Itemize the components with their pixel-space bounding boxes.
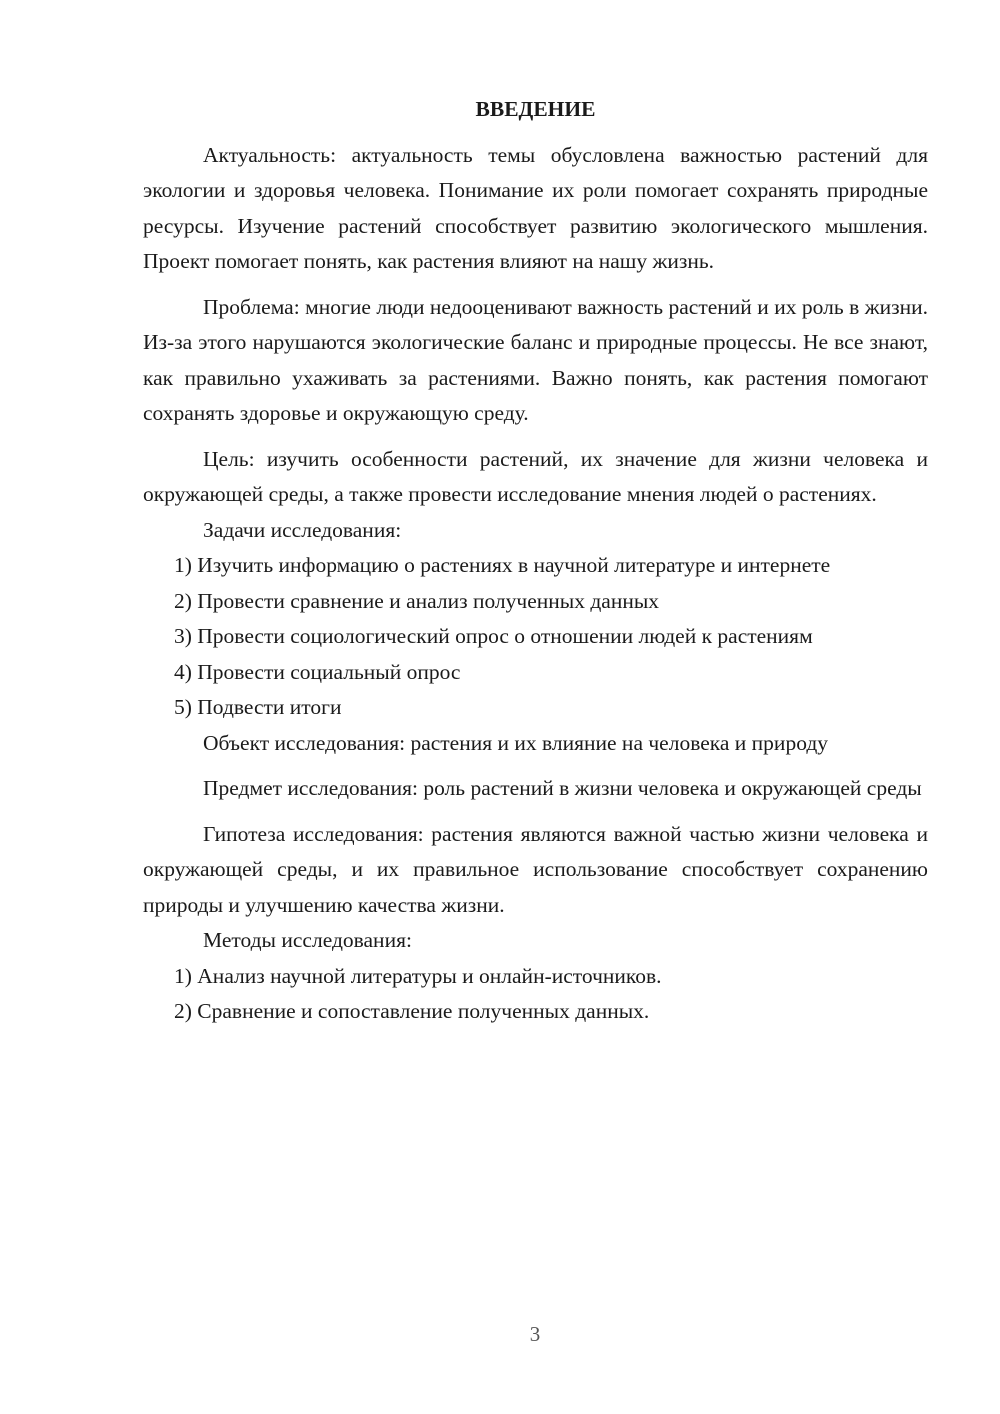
task-item-4: 4) Провести социальный опрос [174,659,461,684]
page-number: 3 [529,1322,541,1346]
task-item-5: 5) Подвести итоги [174,695,342,719]
problem-paragraph: Проблема: многие люди недооценивают важность растений и их роль в жизни. Из-за этого нарушаются экологические баланс и природные процессы. Не все знают, как правильно ухаживать за растениями. Важно понять, как растения помогают сохранять здоровье и окружающую среду. [143,294,928,425]
relevance-paragraph: Актуальность: актуальность темы обусловлена важностью растений для экологии и здоровья человека. Понимание их роли помогает сохранять природные ресурсы. Изучение растений способствует развитию экологического мышления. Проект помогает понять, как растения влияют на нашу жизнь. [143,142,928,273]
method-item-2: 2) Сравнение и сопоставление полученных данных. [174,999,650,1023]
methods-heading: Методы исследования: [203,928,412,952]
section-title: ВВЕДЕНИЕ [475,97,596,121]
subject-paragraph: Предмет исследования: роль растений в жизни человека и окружающей среды [203,776,922,800]
tasks-heading: Задачи исследования: [203,517,402,542]
task-item-1: 1) Изучить информацию о растениях в научной литературе и интернете [174,553,831,577]
goal-paragraph: Цель: изучить особенности растений, их значение для жизни человека и окружающей среды, а также провести исследование мнения людей о растениях. [143,446,928,506]
document-page [143,92,928,1030]
hypothesis-paragraph: Гипотеза исследования: растения являются важной частью жизни человека и окружающей среды, и их правильное использование способствует сохранению природы и улучшению качества жизни. [143,821,928,917]
task-item-3: 3) Провести социологический опрос о отношении людей к растениям [174,624,813,648]
object-paragraph: Объект исследования: растения и их влияние на человека и природу [203,730,829,755]
method-item-1: 1) Анализ научной литературы и онлайн-источников. [174,963,662,988]
task-item-2: 2) Провести сравнение и анализ полученных данных [174,588,660,613]
